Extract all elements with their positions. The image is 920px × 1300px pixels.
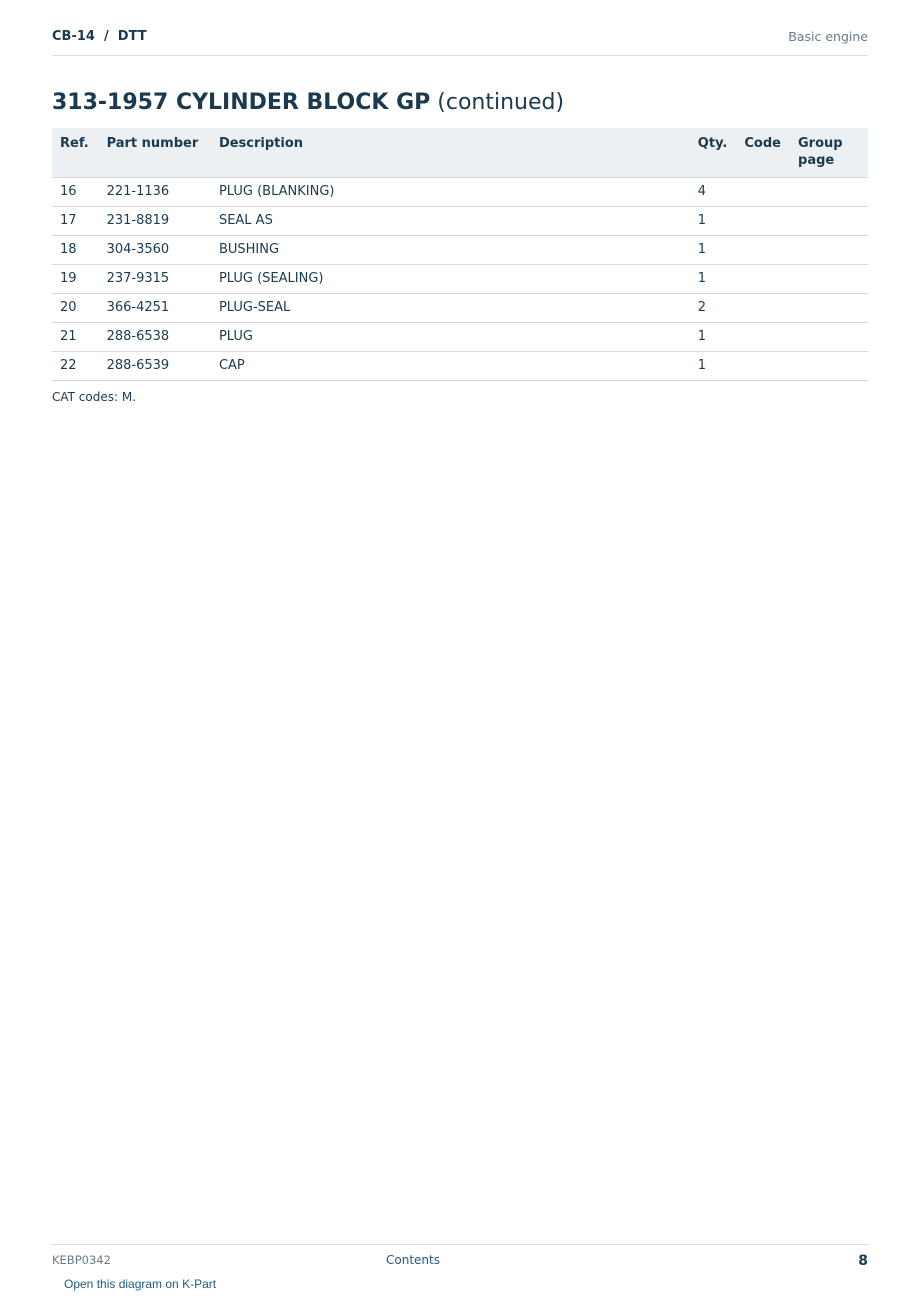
cell-ref: 20 (52, 294, 99, 323)
table-row (52, 236, 868, 265)
cell-code (736, 265, 790, 294)
column-header-ref: Ref. (52, 128, 99, 178)
table-row (52, 352, 868, 381)
page-header (52, 28, 868, 56)
cat-codes-note: CAT codes: M. (52, 390, 137, 404)
cell-part-number: 237-9315 (99, 265, 211, 294)
parts-table (52, 128, 868, 381)
cell-part-number: 304-3560 (99, 236, 211, 265)
table-row (52, 265, 868, 294)
cell-qty: 1 (690, 207, 737, 236)
cell-qty: 1 (690, 352, 737, 381)
table-row (52, 323, 868, 352)
page-title-main: 313-1957 CYLINDER BLOCK GP (52, 90, 431, 115)
cell-code (736, 323, 790, 352)
document-id: KEBP0342 (52, 1253, 111, 1267)
page-number: 8 (858, 1253, 868, 1269)
table-row (52, 207, 868, 236)
section-name: Basic engine (788, 29, 868, 44)
cell-qty: 2 (690, 294, 737, 323)
cell-ref: 19 (52, 265, 99, 294)
document-page (52, 0, 868, 1300)
cell-qty: 1 (690, 323, 737, 352)
footer-divider (52, 1244, 868, 1245)
cell-code (736, 352, 790, 381)
cell-qty: 1 (690, 236, 737, 265)
cell-qty: 4 (690, 178, 737, 207)
cell-ref: 16 (52, 178, 99, 207)
contents-link[interactable]: Contents (386, 1253, 440, 1267)
cell-group-page (790, 265, 868, 294)
open-diagram-link[interactable]: Open this diagram on K-Part (64, 1277, 217, 1291)
cell-description: PLUG (SEALING) (211, 265, 690, 294)
cell-group-page (790, 236, 868, 265)
cell-description: PLUG (BLANKING) (211, 178, 690, 207)
cell-group-page (790, 178, 868, 207)
column-header-qty (690, 128, 737, 178)
cell-part-number: 288-6538 (99, 323, 211, 352)
cell-part-number: 231-8819 (99, 207, 211, 236)
cell-group-page (790, 352, 868, 381)
column-header-group-page (790, 128, 868, 178)
cell-code (736, 236, 790, 265)
table-row (52, 178, 868, 207)
cell-description: SEAL AS (211, 207, 690, 236)
cell-ref: 17 (52, 207, 99, 236)
column-header-group-page-label: Group page (798, 136, 843, 168)
breadcrumb: CB-14 / DTT (52, 29, 147, 44)
column-header-qty-label: Qty. (697, 136, 728, 151)
page-title-suffix: (continued) (437, 90, 565, 115)
cell-group-page (790, 294, 868, 323)
page-title (52, 88, 564, 118)
column-header-description: Description (211, 128, 690, 178)
table-row (52, 294, 868, 323)
cell-description: PLUG (211, 323, 690, 352)
cell-qty: 1 (690, 265, 737, 294)
cell-description: PLUG-SEAL (211, 294, 690, 323)
cell-ref: 22 (52, 352, 99, 381)
cell-description: BUSHING (211, 236, 690, 265)
cell-ref: 21 (52, 323, 99, 352)
column-header-part-number: Part number (99, 128, 211, 178)
cell-group-page (790, 323, 868, 352)
cell-part-number: 288-6539 (99, 352, 211, 381)
cell-part-number: 221-1136 (99, 178, 211, 207)
cell-ref: 18 (52, 236, 99, 265)
table-header-row (52, 128, 868, 178)
cell-group-page (790, 207, 868, 236)
cell-part-number: 366-4251 (99, 294, 211, 323)
cell-code (736, 294, 790, 323)
column-header-code: Code (736, 128, 790, 178)
cell-code (736, 207, 790, 236)
cell-code (736, 178, 790, 207)
cell-description: CAP (211, 352, 690, 381)
